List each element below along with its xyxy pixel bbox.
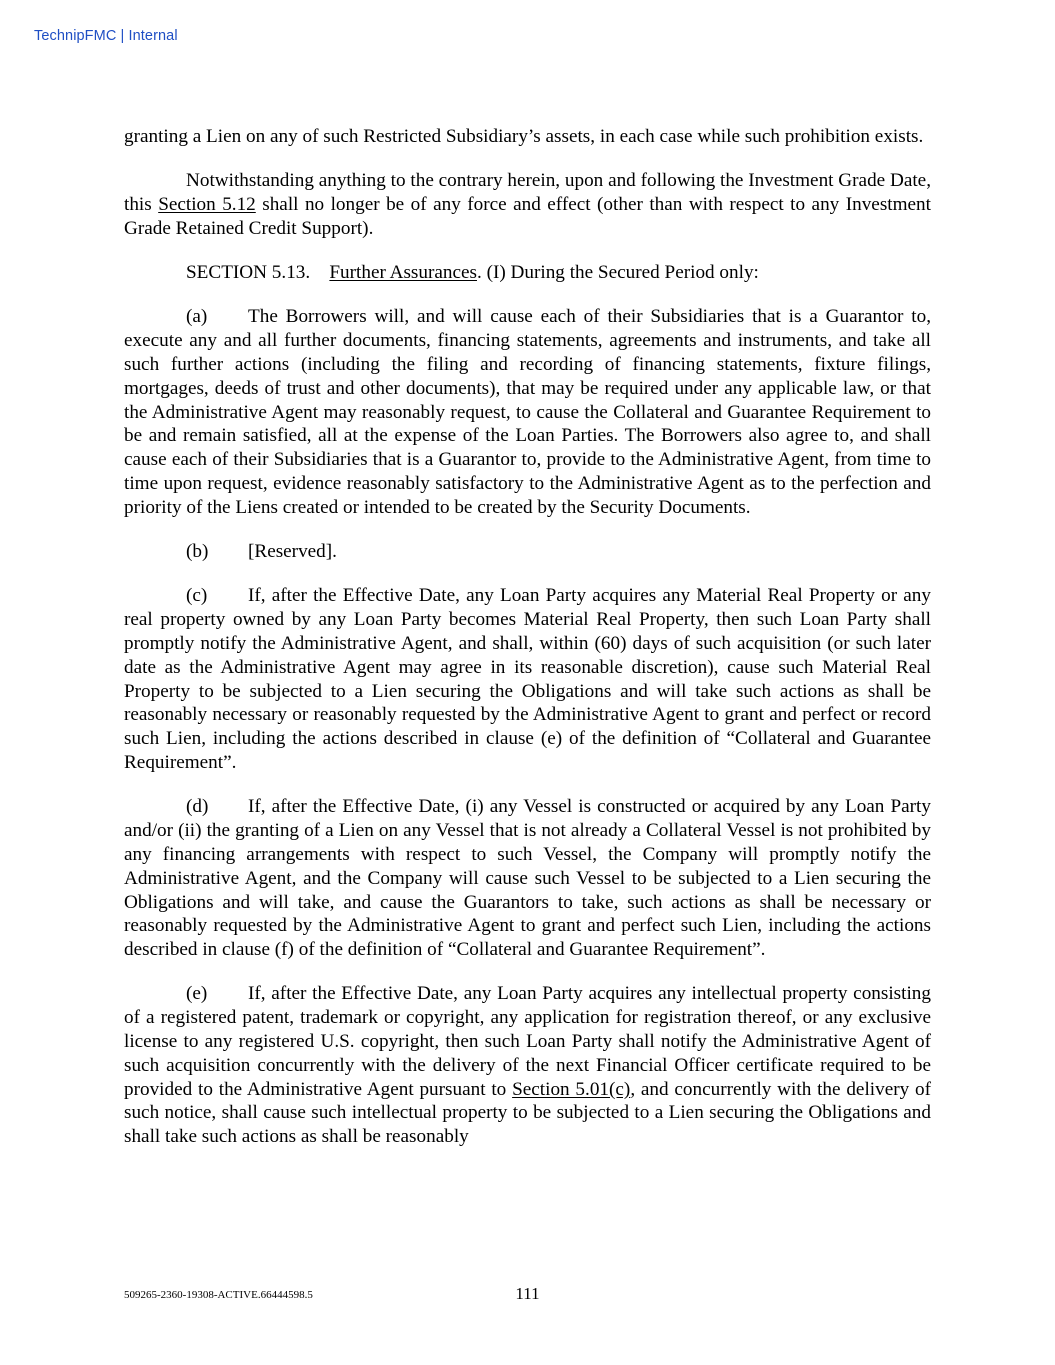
clause-b: [124, 540, 931, 564]
clause-text: If, after the Effective Date, (i) any Vessel is constructed or acquired by any Loan Party and/or (ii) the granting of a Lien on any Vessel that is not already a Collateral Vessel is not prohibited by any financing arrangements with respect to such Vessel, the Company will promptly notify the Administrative Agent, and the Company will cause such Vessel to be subjected to a Lien securing the Obligations and will take, and cause the Guarantors to take, such actions as shall be necessary or reasonably requested by the Administrative Agent to grant and perfect such Lien, including the actions described in clause (f) of the definition of “Collateral and Guarantee Requirement”.: [124, 796, 931, 961]
paragraph-continuation: [124, 125, 931, 149]
paragraph-investment-grade: [124, 169, 931, 240]
clause-label: (e): [186, 983, 208, 1005]
section-reference: Section 5.12: [158, 194, 256, 216]
clause-text: , and concurrently with the delivery of such notice, shall cause such intellectual property to be subjected to a Lien securing the Obligations and shall take such actions as shall be reasonably: [124, 1078, 931, 1148]
section-title: Further Assurances: [329, 262, 477, 284]
section-heading: [124, 261, 931, 285]
clause-text: [Reserved].: [248, 541, 337, 563]
classification-label: TechnipFMC | Internal: [34, 28, 178, 44]
clause-text: The Borrowers will, and will cause each of their Subsidiaries that is a Guarantor to, execute any and all further documents, financing statements, agreements and instruments, and take all such further actions (including the filing and recording of financing statements, fixture filings, mortgages, deeds of trust and other documents), that may be required under any applicable law, or that the Administrative Agent may reasonably request, to cause the Collateral and Guarantee Requirement to be and remain satisfied, all at the expense of the Loan Parties. The Borrowers also agree to, and shall cause each of their Subsidiaries that is a Guarantor to, provide to the Administrative Agent, from time to time upon request, evidence reasonably satisfactory to the Administrative Agent as to the perfection and priority of the Liens created or intended to be created by the Security Documents.: [124, 306, 931, 518]
clause-label: (d): [186, 796, 209, 818]
clause-text: If, after the Effective Date, any Loan Party acquires any Material Real Property or any real property owned by any Loan Party becomes Material Real Property, then such Loan Party shall promptly notify the Administrative Agent, and shall, within (60) days of such acquisition (or such later date as the Administrative Agent may agree in its reasonable discretion), cause such Material Real Property to be subjected to a Lien securing the Obligations and will take such actions as shall be reasonably necessary or reasonably requested by the Administrative Agent to grant and perfect or record such Lien, including the actions described in clause (e) of the definition of “Collateral and Guarantee Requirement”.: [124, 585, 931, 774]
page-number: 111: [515, 1284, 540, 1303]
clause-c: [124, 584, 931, 774]
paragraph-text: Notwithstanding anything to the contrary herein, upon and following the Investment Grade Date, this: [124, 170, 931, 216]
clause-label: (a): [186, 306, 208, 328]
paragraph-text: granting a Lien on any of such Restricted Subsidiary’s assets, in each case while such prohibition exists.: [124, 126, 924, 147]
paragraph-text: shall no longer be of any force and effect (other than with respect to any Investment Grade Retained Credit Support).: [124, 194, 931, 239]
section-heading-text: . (I) During the Secured Period only:: [476, 262, 759, 284]
clause-text: If, after the Effective Date, any Loan Party acquires any intellectual property consisting of a registered patent, trademark or copyright, any application for registration thereof, or any exclusive license to any registered U.S. copyright, then such Loan Party shall notify the Administrative Agent of such acquisition concurrently with the delivery of the next Financial Officer certificate required to be provided to the Administrative Agent pursuant to: [124, 983, 931, 1100]
clause-label: (c): [186, 585, 208, 607]
section-number: SECTION 5.13.: [186, 262, 311, 284]
clause-a: [124, 305, 931, 519]
document-id: 509265-2360-19308-ACTIVE.66444598.5: [124, 1289, 313, 1301]
clause-label: (b): [186, 541, 209, 563]
section-reference: Section 5.01(c): [512, 1078, 631, 1100]
clause-d: [124, 795, 931, 962]
document-body: [124, 125, 931, 1169]
clause-e: [124, 982, 931, 1149]
